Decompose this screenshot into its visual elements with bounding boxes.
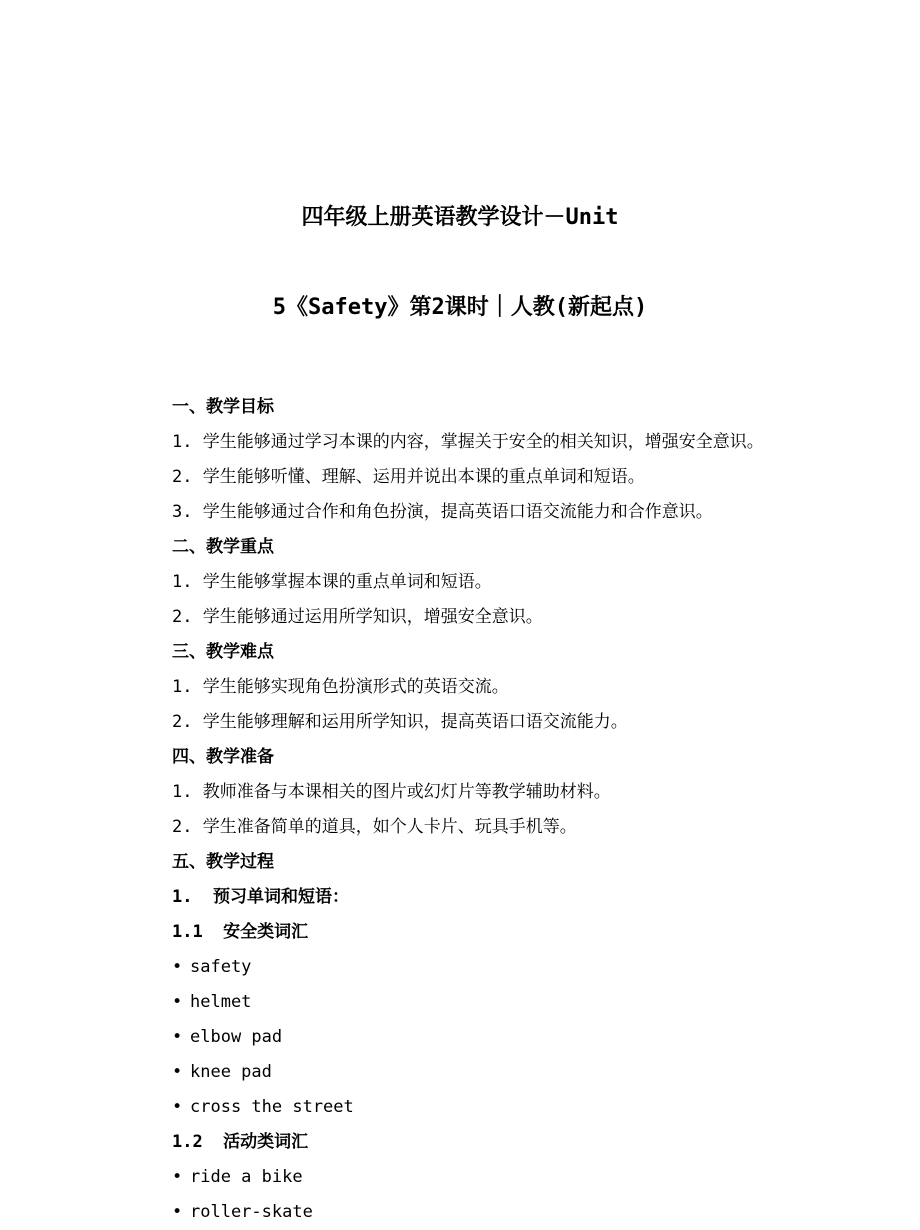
bullet-item-label: knee pad [190,1062,272,1082]
bullet-item-label: safety [190,957,252,977]
document-title-line2: 5《Safety》第2课时｜人教(新起点) [272,295,648,320]
section-heading-preparation: 四、教学准备 [172,747,274,767]
list-item: 1. 教师准备与本课相关的图片或幻灯片等教学辅助材料。 [172,782,611,802]
subsection-heading-activity-words: 1.2 活动类词汇 [172,1132,309,1152]
subsection-heading-preview: 1. 预习单词和短语： [172,887,349,907]
section-heading-difficulties: 三、教学难点 [172,642,274,662]
document-title [172,143,748,383]
section-heading-process: 五、教学过程 [172,852,274,872]
bullet-icon: • [172,1202,183,1222]
list-item: 2. 学生能够通过运用所学知识，增强安全意识。 [172,607,543,627]
bullet-icon: • [172,1027,183,1047]
bullet-item-label: roller-skate [190,1202,313,1222]
bullet-item [172,1090,748,1125]
bullet-icon: • [172,992,183,1012]
bullet-item-label: helmet [190,992,252,1012]
bullet-item [172,1020,748,1055]
bullet-icon: • [172,1062,183,1082]
bullet-item [172,1055,748,1090]
bullet-item-label: cross the street [190,1097,354,1117]
bullet-icon: • [172,1167,183,1187]
bullet-item [172,1160,748,1195]
subsection-heading-safety-words: 1.1 安全类词汇 [172,922,309,942]
document-title-line1: 四年级上册英语教学设计－Unit [301,205,619,230]
bullet-icon: • [172,1097,183,1117]
bullet-icon: • [172,957,183,977]
section-heading-key-points: 二、教学重点 [172,537,274,557]
list-item: 1. 学生能够掌握本课的重点单词和短语。 [172,572,492,592]
bullet-item-label: elbow pad [190,1027,283,1047]
bullet-item [172,1195,748,1230]
section-heading-objectives: 一、教学目标 [172,397,274,417]
list-item: 3. 学生能够通过合作和角色扮演，提高英语口语交流能力和合作意识。 [172,502,713,522]
list-item: 1. 学生能够通过学习本课的内容，掌握关于安全的相关知识，增强安全意识。 [172,432,764,452]
list-item: 2. 学生能够理解和运用所学知识，提高英语口语交流能力。 [172,712,628,732]
list-item: 2. 学生准备简单的道具，如个人卡片、玩具手机等。 [172,817,577,837]
list-item: 2. 学生能够听懂、理解、运用并说出本课的重点单词和短语。 [172,467,645,487]
list-item: 1. 学生能够实现角色扮演形式的英语交流。 [172,677,509,697]
bullet-item-label: ride a bike [190,1167,303,1187]
bullet-item [172,950,748,985]
bullet-item [172,985,748,1020]
